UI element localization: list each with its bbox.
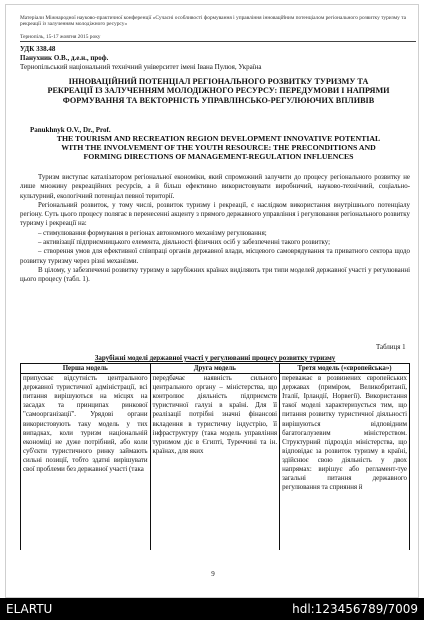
title-ukrainian: ІННОВАЦІЙНИЙ ПОТЕНЦІАЛ РЕГІОНАЛЬНОГО РОЗВИТКУ ТУРИЗМУ ТА РЕКРЕАЦІЇ ІЗ ЗАЛУЧЕННЯМ МОЛОДІЖНОГО РЕСУРСУ: ПЕРЕДУМОВИ І НАПРЯМИ ФОРМУВАННЯ ТА ВЕКТОРНІСТЬ УПРАВЛІНСЬКО-РЕГУЛЮЮЧИХ ВПЛИВІВ <box>47 77 390 105</box>
affiliation: Тернопільський національний технічний університет імені Івана Пулюя, Україна <box>20 63 262 71</box>
handle-identifier: hdl:123456789/7009 <box>292 602 418 616</box>
author-en: Panukhnyk O.V., Dr., Prof. <box>30 126 111 134</box>
repository-footer-bar <box>0 598 424 620</box>
conference-header: Матеріали Міжнародної науково-практичної конференції «Сучасні особливості формування і управління інноваційним потенціалом регіонального розвитку туризму та рекреації із залученням молодіжного ресурсу» <box>20 15 407 28</box>
models-table <box>20 363 410 550</box>
table-caption: Зарубіжні моделі державної участі у регулюванні процесу розвитку туризму <box>94 354 336 362</box>
table-header-row <box>21 364 410 374</box>
conference-date: Тернопіль, 15-17 жовтня 2015 року <box>20 34 101 40</box>
document-page <box>5 4 419 598</box>
paragraph: В цілому, у забезпеченні розвитку туризму в зарубіжних країнах виділяють три типи моделей державної участі у регулюванні цього процесу (табл. 1). <box>20 266 410 284</box>
table-cell: переважає в розвинених європейських державах (приміром, Великобританії, Італії, Ірландії, Норвегії). Використання такої моделі характеризується тим, що питання розвитку туристичної діяльності вирішуються відповідним багатогалузевим міністерством. Структурний підрозділ міністерства, що відповідає за розвиток туризму в країні, здійснює свою діяльність у двох напрямах: вирішує або регламент-туе загальні питання державного регулювання та сприяння й <box>280 374 410 551</box>
title-english: THE TOURISM AND RECREATION REGION DEVELOPMENT INNOVATIVE POTENTIAL WITH THE INVOLVEMENT OF THE YOUTH RESOURCE: THE PRECONDITIONS AND FORMING DIRECTIONS OF MANAGEMENT-REGULATION INFLUENCES <box>56 134 381 161</box>
udk-code: УДК 338.48 <box>20 45 56 53</box>
paragraph: Туризм виступає каталізатором регіональної економіки, який спроможний залучити до процесу регіонального розвитку не лише множину рекреаційних ресурсів, а й більш ефективно використовувати виробничий, науково-технічний, соціально-культурний, екологічний потенціал певної території. <box>20 174 410 200</box>
bullet-item: – стимулювання формування в регіонах автономного механізму регулювання; <box>38 229 267 237</box>
repository-name: ELARTU <box>6 602 53 616</box>
page-number: 9 <box>211 570 215 578</box>
table-header-cell: Друга модель <box>150 364 280 374</box>
table-cell: передбачає наявність сильного центрального органу – міністерства, що контролює діяльність підприємств туристичної галузі в країні. Для її реалізації потрібні значні фінансові вкладення в туристичну індустрію, її інфраструктуру (така модель управління туризмом діє в Єгипті, Туреччині та ін. країнах, для яких <box>150 374 280 551</box>
paragraph: Регіональний розвиток, у тому числі, розвиток туризму і рекреації, є наслідком використання внутрішнього потенціалу регіону. Суть цього процесу полягає в перенесенні акценту з прямого державного управління і регулювання регіонального розвитку туризму і рекреації на: <box>20 201 410 228</box>
table-cell: припускає відсутність центрального державної туристичної адміністрації, всі питання вирішуються на місцях на засадах та принципах ринкової "самоорганізації". Урядові органи використовують таку модель у тих випадках, коли туризм національній економіці не дуже потрібний, або коли суб'єкти туристичного ринку займають сильні позиції, тобто здатні вирішувати свої проблеми без державної участі (така <box>21 374 151 551</box>
bullet-item: – активізації підприємницького елемента, діяльності фізичних осіб у забезпеченні такого розвитку; <box>38 239 330 247</box>
table-header-cell: Перша модель <box>21 364 151 374</box>
article-body <box>20 173 410 285</box>
table-row <box>21 374 410 551</box>
table-header-cell: Третя модель («європейська») <box>280 364 410 374</box>
header-divider <box>20 41 416 42</box>
bullet-item: – створення умов для ефективної співпраці органів державної влади, місцевого самоврядування та приватного сектора щодо розвитку туризму через різні механізми. <box>20 248 410 265</box>
author-ua: Панухник О.В., д.е.н., проф. <box>20 54 109 62</box>
table-label: Таблиця 1 <box>376 344 406 351</box>
